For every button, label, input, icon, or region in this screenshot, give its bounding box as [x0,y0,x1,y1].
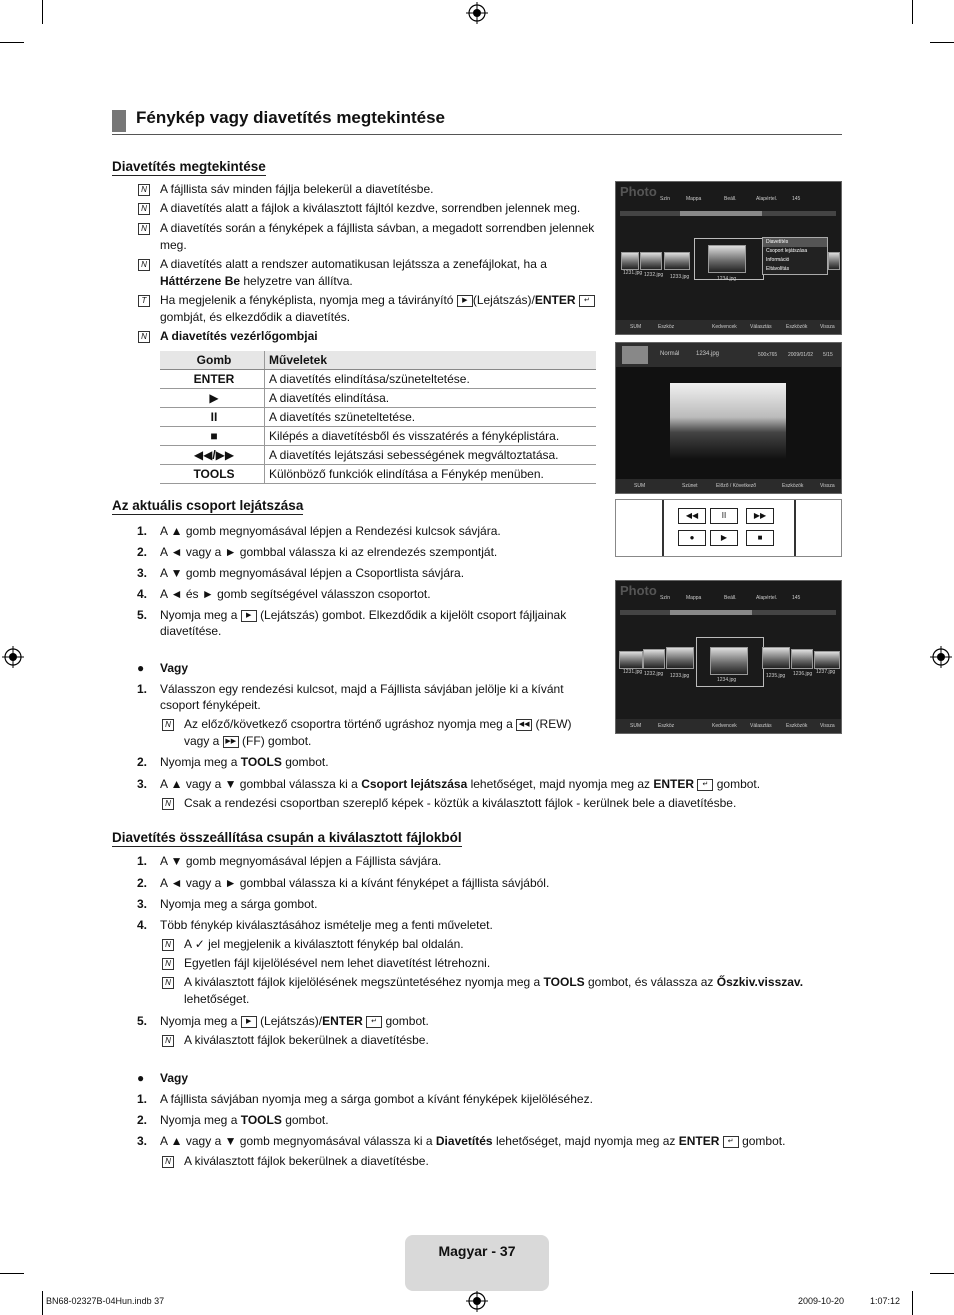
or-label: Vagy [160,1071,189,1085]
section-heading: Az aktuális csoport lejátszása [112,498,304,513]
step-number: 5. [137,1014,148,1028]
fast-forward-icon: ▶▶ [223,736,239,748]
enter-icon: ↵ [579,295,595,307]
table-action: Különböző funkciók elindítása a Fénykép menüben. [265,465,597,484]
menu-item[interactable]: Csoport lejátszása [766,248,808,254]
note-text: A kiválasztott fájlok bekerülnek a diavetítésbe. [184,1154,429,1168]
step-number: 2. [137,1113,148,1127]
bar-label: Vissza [820,483,835,489]
note-text: A kiválasztott fájlok bekerülnek a diavetítésbe. [184,1033,429,1047]
table-row [160,446,596,465]
bar-label: Vissza [820,723,835,729]
step-text [160,776,760,793]
option-label: Diavetítés [435,1134,493,1148]
slideshow-count: 5/15 [823,352,833,358]
step-text: Nyomja meg a [160,1014,238,1028]
step-text: A ▲ vagy a ▼ gombbal válassza ki a [160,777,358,791]
step-text [160,607,566,624]
crop-mark [930,1273,954,1274]
thumb-caption: 1232.jpg [644,272,664,278]
step-text: A ◄ vagy a ► gombbal válassza ki a kívánt fényképet a fájllista sávjából. [160,876,550,890]
table-key: ENTER [160,370,265,389]
note-text [160,273,353,290]
step-text: Válasszon egy rendezési kulcsot, majd a Fájllista sávjában jelölje ki a kívánt [160,682,564,696]
table-key: ▶ [160,389,265,408]
slideshow-date: 2009/01/02 [788,352,814,358]
note-text: A diavetítés során a fényképek a fájllista sávban, a megadott sorrendben jelennek [160,221,595,235]
bar-label: Kedvencek [712,324,737,330]
bar-label: Eszköz [658,723,675,729]
photo-thumb [828,252,840,270]
table-action: A diavetítés szüneteltetése. [265,408,597,427]
note-text [184,974,803,991]
table-row [160,465,596,484]
sort-label: Szín [660,595,671,601]
enter-label: ENTER [534,293,576,307]
note-text: A diavetítés vezérlőgombjai [160,329,318,343]
note-icon: N [162,798,174,810]
crop-mark [0,42,24,43]
photo-thumb-selected [710,647,748,675]
slideshow-mode: Normál [660,351,680,357]
bar-label: SUM [630,324,642,330]
registration-mark-icon [2,646,24,668]
option-label: Őszkiv.visszav. [716,975,804,989]
note-text: A fájllista sáv minden fájlja belekerül a diavetítésbe. [160,182,434,196]
photo-thumb [621,252,639,270]
rewind-button-icon: ◀◀ [678,508,706,524]
registration-mark-icon [930,646,952,668]
step-text: Nyomja meg a [160,1113,238,1127]
step-number: 1. [137,1092,148,1106]
bar-label: Vissza [820,324,835,330]
title-block [112,110,126,132]
step-text: A ▲ gomb megnyomásával lépjen a Rendezési kulcsok sávjára. [160,524,501,538]
registration-mark-icon [466,1290,488,1312]
page-title-bar [112,108,842,135]
step-text: csoport fényképeit. [160,698,261,712]
crop-mark [42,0,43,24]
note-icon: N [138,184,150,196]
play-button-icon: ▶ [710,530,738,546]
note-text: A diavetítés alatt a rendszer automatikusan lejátssza a zenefájlokat, ha a [160,257,547,271]
menu-item[interactable]: Diavetítés [763,238,827,247]
remote-illustration [615,499,842,557]
note-icon: N [162,977,174,989]
rewind-icon: ◀◀ [516,719,532,731]
control-table [160,351,596,484]
table-row [160,427,596,446]
step-text [160,1133,785,1150]
thumb-caption: 1234.jpg [717,677,737,683]
step-text: gombot. [385,1014,429,1028]
photo-thumb [619,651,643,669]
slideshow-icon [622,346,648,364]
note-text: Egyetlen fájl kijelölésével nem lehet diavetítést létrehozni. [184,956,491,970]
note-text: (REW) [535,717,572,731]
step-number: 3. [137,897,148,911]
table-header: Gomb [160,351,265,370]
step-number: 3. [137,1134,148,1148]
slideshow-photo [670,383,786,459]
table-key: TOOLS [160,465,265,484]
step-text: lehetőséget, majd nyomja meg az [495,1134,676,1148]
photo-label: Photo [620,184,657,199]
tools-menu [762,237,828,275]
note-icon: N [162,1035,174,1047]
photo-thumb [666,647,694,669]
note-text [184,716,572,733]
print-date: 2009-10-20 [798,1296,845,1306]
step-text [160,1112,329,1129]
tools-label: TOOLS [240,1113,282,1127]
page-title: Fénykép vagy diavetítés megtekintése [136,108,445,127]
thumb-caption: 1236.jpg [793,671,813,677]
note-text [160,292,595,309]
step-number: 4. [137,587,148,601]
play-icon: ▶ [241,1016,257,1028]
print-file-info: BN68-02327B-04Hun.indb 37 [46,1296,165,1306]
note-icon: N [162,958,174,970]
note-icon: N [138,223,150,235]
note-text: gombot, és válassza az [588,975,714,989]
thumb-caption: 1234.jpg [717,276,737,282]
note-text: Csak a rendezési csoportban szereplő képek - köztük a kiválasztott fájlok - kerülnek bele a diavetítésbe. [184,796,737,810]
tools-label: TOOLS [240,755,282,769]
step-text: gombot. [285,1113,329,1127]
thumb-caption: 1233.jpg [670,274,690,280]
step-text: lehetőséget, majd nyomja meg az [470,777,651,791]
thumb-caption: 1235.jpg [766,673,786,679]
step-text: gombot. [285,755,329,769]
step-number: 1. [137,524,148,538]
step-text: gombot. [742,1134,786,1148]
slideshow-file: 1234.jpg [696,351,720,357]
step-text: A fájllista sávjában nyomja meg a sárga gombot a kívánt fényképek kijelöléséhez. [160,1092,593,1106]
pause-button-icon: II [710,508,738,524]
table-key: ■ [160,427,265,446]
record-button-icon: ● [678,530,706,546]
thumb-caption: 1237.jpg [816,669,836,675]
note-icon: N [138,203,150,215]
registration-mark-icon [466,2,488,24]
thumb-caption: 1231.jpg [623,270,643,276]
bullet: ● [137,661,145,675]
enter-label: ENTER [678,1134,720,1148]
step-text: A ◄ vagy a ► gombbal válassza ki az elrendezés szempontját. [160,545,498,559]
bar-label: Választás [750,723,772,729]
step-text: A ▼ gomb megnyomásával lépjen a Fájllista sávjára. [160,854,442,868]
photo-thumb [762,647,790,669]
note-icon: N [162,939,174,951]
step-text: (Lejátszás) gombot. Elkezdődik a kijelölt csoport fájljainak [260,608,567,622]
play-icon: ▶ [457,295,473,307]
note-text: A diavetítés alatt a fájlok a kiválasztott fájltól kezdve, sorrendben jelennek meg. [160,201,581,215]
enter-label: ENTER [322,1014,363,1028]
bar-label: Kedvencek [712,723,737,729]
step-number: 1. [137,854,148,868]
page-number-tab [405,1235,549,1291]
photo-thumb [640,252,662,270]
table-header: Műveletek [265,351,597,370]
step-text: A ◄ és ► gomb segítségével válasszon csoportot. [160,587,431,601]
table-row [160,389,596,408]
section-heading: Diavetítés megtekintése [112,159,266,174]
tv-screen-photo-list [615,181,842,335]
sort-label: Alapértel. [756,595,778,601]
note-icon: T [138,295,150,307]
note-text: Ha megjelenik a fényképlista, nyomja meg a távirányító [160,293,454,307]
note-bold: Háttérzene Be [160,274,241,288]
note-text: meg. [160,238,187,252]
thumb-caption: 1233.jpg [670,673,690,679]
photo-thumb [643,649,665,669]
bar-label: Előző / Következő [716,483,757,489]
table-action: A diavetítés elindítása. [265,389,597,408]
stop-button-icon: ■ [746,530,774,546]
photo-thumb [664,252,690,270]
bar-label: SUM [634,483,646,489]
option-label: Csoport lejátszása [361,777,468,791]
step-number: 2. [137,755,148,769]
ff-button-icon: ▶▶ [746,508,774,524]
crop-mark [0,1273,24,1274]
enter-label: ENTER [653,777,695,791]
bar-label: Eszközök [786,324,808,330]
table-action: Kilépés a diavetítésből és visszatérés a fényképlistára. [265,427,597,446]
note-text: A kiválasztott fájlok kijelölésének megszüntetéséhez nyomja meg a [184,975,541,989]
tv-screen-photo-list-2 [615,580,842,734]
step-text: A ▼ gomb megnyomásával lépjen a Csoportlista sávjára. [160,566,465,580]
note-text: (FF) gombot. [242,734,312,748]
play-icon: ▶ [241,610,257,622]
step-text: (Lejátszás)/ [260,1014,323,1028]
sort-label: Szín [660,196,671,202]
note-text: A [184,937,192,951]
crop-mark [912,1291,913,1315]
sort-label: Beáll. [724,196,737,202]
note-icon: N [162,1156,174,1168]
slideshow-res: 500x765 [758,352,778,358]
bar-label: Eszközök [786,723,808,729]
photo-thumb [814,651,840,669]
note-text: lehetőséget. [184,992,250,1006]
sort-label: Mappa [686,196,702,202]
sort-label: Beáll. [724,595,737,601]
or-label: Vagy [160,661,189,675]
note-icon: N [162,719,174,731]
sort-label: 145 [792,196,801,202]
table-row [160,370,596,389]
step-text: gombot. [716,777,761,791]
note-text: gombját, és elkezdődik a diavetítés. [160,310,351,324]
step-text [160,1013,429,1030]
photo-thumb-selected [708,245,746,273]
table-key: II [160,408,265,427]
bar-label: Szünet [682,483,698,489]
group-bar-highlight [670,610,752,615]
sort-label: Mappa [686,595,702,601]
thumb-caption: 1232.jpg [644,671,664,677]
step-text: Nyomja meg a [160,608,238,622]
step-number: 2. [137,545,148,559]
note-text: jel megjelenik a kiválasztott fénykép bal oldalán. [208,937,464,951]
bullet: ● [137,1071,145,1085]
tv-screen-slideshow [615,342,842,494]
step-number: 3. [137,566,148,580]
table-row [160,408,596,427]
note-text: (Lejátszás)/ [472,293,535,307]
bar-label: Eszköz [658,324,675,330]
sort-label: Alapértel. [756,196,778,202]
step-text: Több fénykép kiválasztásához ismételje meg a fenti műveletet. [160,918,493,932]
bar-label: Választás [750,324,772,330]
print-time: 1:07:12 [870,1296,901,1306]
step-text: diavetítése. [160,624,222,638]
table-action: A diavetítés lejátszási sebességének megváltoztatása. [265,446,597,465]
table-key: ◀◀/▶▶ [160,446,265,465]
thumb-caption: 1231.jpg [623,669,643,675]
crop-mark [42,1291,43,1315]
checkmark-icon: ✓ [194,937,205,951]
note-text [184,936,464,953]
table-action: A diavetítés elindítása/szüneteltetése. [265,370,597,389]
note-text: Az előző/következő csoportra történő ugráshoz nyomja meg a [184,717,513,731]
note-icon: N [138,331,150,343]
step-text [160,754,329,771]
sort-label: 145 [792,595,801,601]
note-text: vagy a [184,734,220,748]
group-bar-highlight [680,211,762,216]
enter-icon: ↵ [723,1136,739,1148]
photo-label: Photo [620,583,657,598]
bar-label: Eszközök [782,483,804,489]
step-number: 5. [137,608,148,622]
menu-item[interactable]: Eltávolítás [766,266,790,272]
enter-icon: ↵ [697,779,713,791]
bar-label: SUM [630,723,642,729]
note-icon: N [138,259,150,271]
section-heading: Diavetítés összeállítása csupán a kiválasztott fájlokból [112,830,462,845]
step-text: Nyomja meg a sárga gombot. [160,897,318,911]
photo-thumb [791,649,813,669]
step-text: Nyomja meg a [160,755,238,769]
crop-mark [930,42,954,43]
enter-icon: ↵ [366,1016,382,1028]
crop-mark [912,0,913,24]
tools-label: TOOLS [543,975,585,989]
step-number: 1. [137,682,148,696]
step-number: 3. [137,777,148,791]
note-text: helyzetre van állítva. [243,274,353,288]
step-text: A ▲ vagy a ▼ gomb megnyomásával válassza ki a [160,1134,433,1148]
note-text [184,733,311,750]
step-number: 4. [137,918,148,932]
menu-item[interactable]: Információ [766,257,790,263]
step-number: 2. [137,876,148,890]
page-number: Magyar - 37 [438,1243,516,1259]
